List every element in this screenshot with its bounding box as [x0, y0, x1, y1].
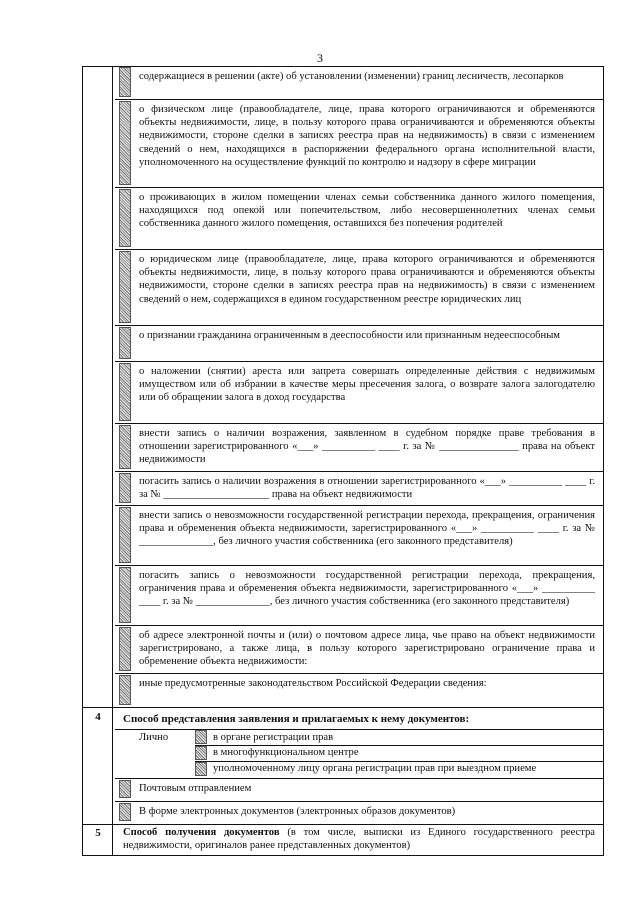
checkbox[interactable] [119, 101, 131, 185]
section-title: Способ получения документов [123, 827, 280, 838]
option-text: погасить запись о наличии возражения в отношении зарегистрированного «___» __________ ____ г. за № ____________________ права на объект недвижимости [139, 476, 595, 501]
checkbox[interactable] [119, 327, 131, 359]
checkbox[interactable] [119, 567, 131, 623]
section-number: 5 [95, 827, 101, 839]
option-text: содержащиеся в решении (акте) об установлении (изменении) границ лесничеств, лесопарков [139, 71, 564, 82]
form-table [82, 66, 604, 856]
section-number: 4 [95, 711, 101, 723]
checkbox[interactable] [119, 363, 131, 421]
checkbox[interactable] [195, 762, 207, 776]
checkbox[interactable] [119, 189, 131, 247]
checkbox[interactable] [119, 675, 131, 705]
option-text: в многофункциональном центре [213, 747, 359, 758]
option-text: в органе регистрации прав [213, 732, 334, 743]
checkbox[interactable] [119, 780, 131, 798]
section-note: (в том числе, выписки из Единого государственного реестра недвижимости, оригиналов ранее представленных документов) [123, 827, 595, 852]
checkbox[interactable] [119, 251, 131, 323]
option-text: об адресе электронной почты и (или) о почтовом адресе лица, чье право на объект недвижимости зарегистрировано, а также лица, в пользу которого зарегистрировано ограничение права и обременение объекта недвижимости: [139, 630, 595, 668]
checkbox[interactable] [119, 803, 131, 821]
option-text: о юридическом лице (правообладателе, лице, права которого ограничиваются и обременяются объекты недвижимости, лице, в пользу которого права ограничиваются и обременяются объекты недвижимости, стороне сделки в записях реестра прав на недвижимость) в связи с изменением сведений о нем, содержащихся в едином государственном реестре юридических лиц [139, 254, 595, 305]
lichno-label: Лично [139, 732, 169, 743]
option-text: внести запись о невозможности государственной регистрации перехода, прекращения, ограничения права и обременения объекта недвижимости, зарегистрированного «___» __________ ____ г. за № ______________, без личного участия собственника (его законного представителя) [139, 510, 595, 548]
option-text: иные предусмотренные законодательством Российской Федерации сведения: [139, 678, 487, 689]
option-text: о физическом лице (правообладателе, лице, права которого ограничиваются и обременяются объекты недвижимости, лице, в пользу которого права ограничиваются и обременяются объекты недвижимости, стороне сделки в записях реестра прав на недвижимость) в связи с изменением сведений о нем, находящихся в распоряжении федерального органа исполнительной власти, уполномоченного на осуществление функций по контролю и надзору в сфере миграции [139, 104, 595, 168]
option-text: внести запись о наличии возражения, заявленном в судебном порядке праве требования в отношении зарегистрированного «___» __________ ____ г. за № _______________ права на объект недвижимости [139, 428, 595, 466]
section-title: Способ представления заявления и прилагаемых к нему документов: [123, 713, 470, 725]
page-number: 3 [317, 51, 323, 65]
option-text: уполномоченному лицу органа регистрации прав при выездном приеме [213, 763, 537, 774]
option-text: погасить запись о невозможности государственной регистрации перехода, прекращения, ограничения права и обременения объекта недвижимости, зарегистрированного «___» __________ ____ г. за № ______________, без личного участия собственника (его законного представителя) [139, 570, 595, 608]
section-5-text [123, 826, 595, 852]
checkbox[interactable] [119, 425, 131, 469]
checkbox[interactable] [119, 627, 131, 671]
postal-option: Почтовым отправлением [139, 783, 252, 794]
checkbox[interactable] [195, 730, 207, 744]
option-text: о наложении (снятии) ареста или запрета совершать определенные действия с недвижимым имуществом или об избрании в качестве меры пресечения залога, о возврате залога залогодателю или об обращении залога в доход государства [139, 366, 595, 404]
number-column [83, 67, 113, 855]
checkbox[interactable] [195, 746, 207, 760]
electronic-option: В форме электронных документов (электронных образов документов) [139, 806, 456, 817]
checkbox[interactable] [119, 67, 131, 97]
checkbox[interactable] [119, 473, 131, 503]
checkbox[interactable] [119, 507, 131, 563]
option-text: о признании гражданина ограниченным в дееспособности или признанным недееспособным [139, 330, 561, 341]
option-text: о проживающих в жилом помещении членах семьи собственника данного жилого помещения, находящихся под опекой или попечительством, либо несовершеннолетних членах семьи собственника данного жилого помещения, оставшихся без попечения родителей [139, 192, 595, 230]
